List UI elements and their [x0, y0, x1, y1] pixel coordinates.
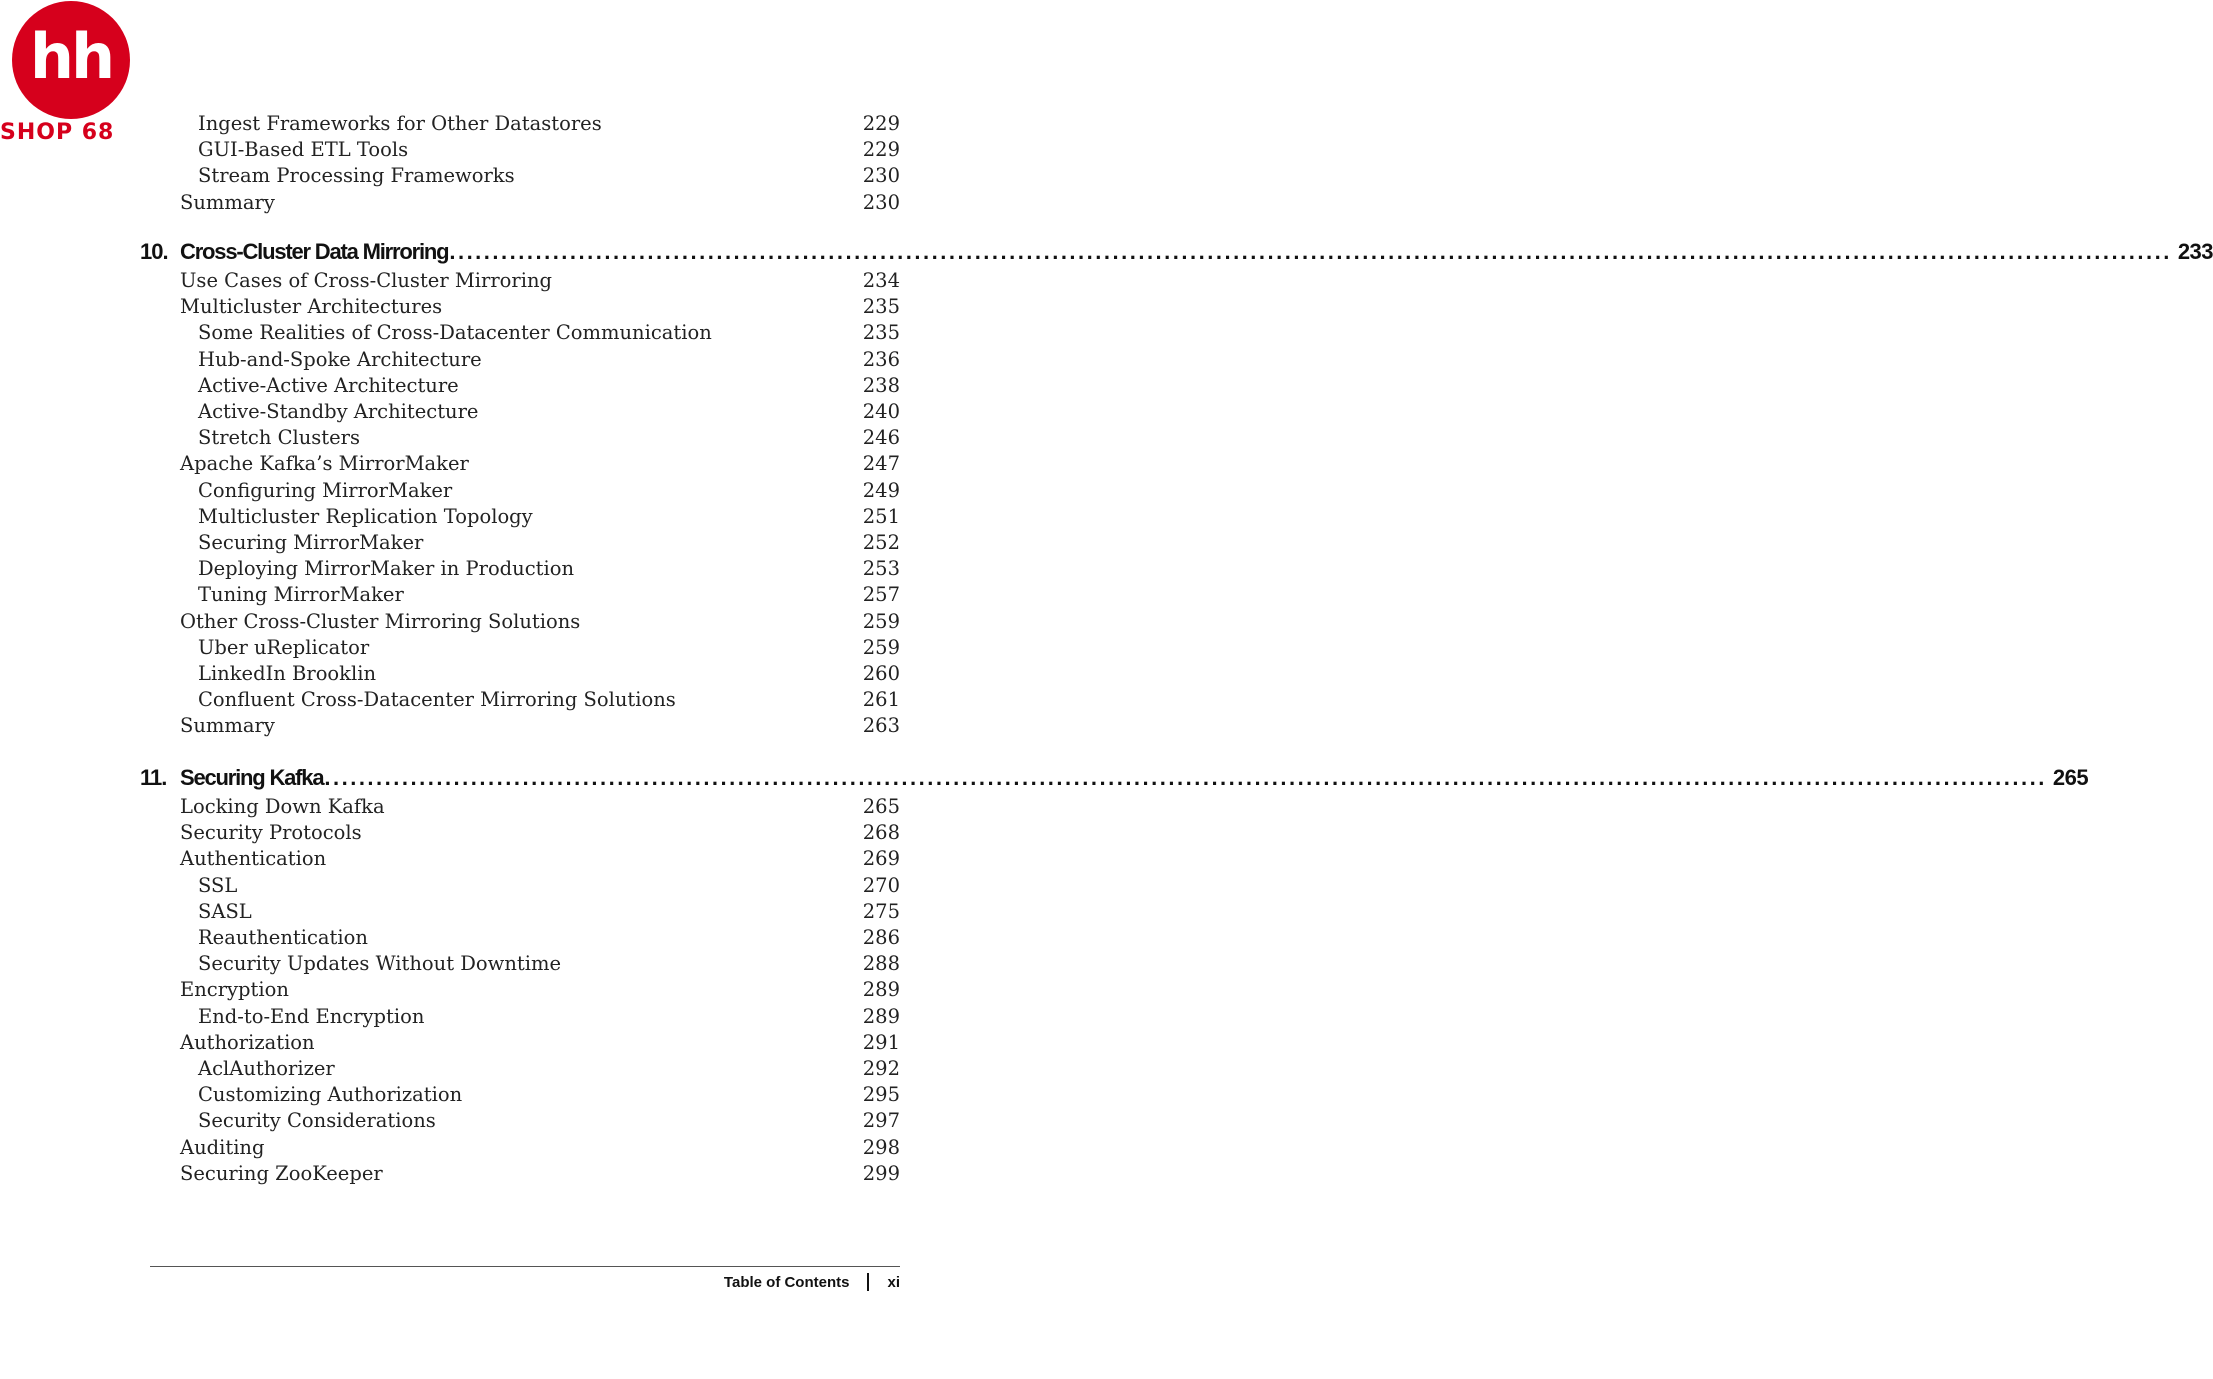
toc-entry[interactable] [0, 268, 1050, 294]
toc-entry-page: 295 [862, 1083, 900, 1107]
toc-entry-title: Locking Down Kafka [180, 795, 385, 818]
toc-entry-page: 298 [862, 1135, 900, 1159]
toc-entry[interactable] [0, 347, 1050, 373]
toc-entry-page: 263 [862, 714, 900, 738]
toc-entry[interactable] [0, 1030, 1050, 1056]
toc-entry[interactable] [0, 1082, 1050, 1108]
toc-entry[interactable] [0, 1135, 1050, 1161]
toc-entry-page: 246 [862, 426, 900, 450]
chapter-page: 233 [2177, 239, 2213, 264]
toc-entry-title: End-to-End Encryption [198, 1004, 425, 1028]
toc-entry[interactable] [0, 556, 1050, 582]
logo-label: SHOP 68 [0, 120, 115, 145]
toc-entry[interactable] [0, 713, 1050, 739]
toc-entry[interactable] [0, 609, 1050, 635]
toc-entry-page: 253 [862, 557, 900, 581]
toc-entry-title: Security Protocols [180, 821, 362, 845]
logo-mark: hh [29, 20, 113, 93]
toc-entry-page: 235 [862, 321, 900, 345]
toc-entry-page: 238 [862, 373, 900, 397]
toc-entry-page: 229 [862, 112, 900, 135]
toc-entry-page: 230 [862, 190, 900, 214]
dot-leader: ........................................................................................................................................................................................................ [324, 765, 2047, 790]
chapter-page: 265 [2052, 765, 2089, 790]
toc-entry-page: 229 [862, 138, 900, 162]
toc-entry[interactable] [0, 111, 1050, 137]
toc-entry-title: Security Considerations [198, 1109, 436, 1133]
toc-entry-page: 261 [862, 688, 900, 712]
toc-entry[interactable] [0, 1056, 1050, 1082]
toc-entry-title: LinkedIn Brooklin [198, 662, 377, 685]
toc-entry-page: 289 [862, 978, 900, 1002]
toc-entry-title: Authentication [180, 847, 327, 871]
toc-entry[interactable] [0, 873, 1050, 899]
chapter-title: Cross-Cluster Data Mirroring [180, 239, 449, 264]
toc-entry-title: Deploying MirrorMaker in Production [198, 557, 575, 581]
toc-entry[interactable] [0, 846, 1050, 872]
toc-entry[interactable] [0, 163, 1050, 189]
toc-entry[interactable] [0, 1108, 1050, 1134]
toc-entry-title: Stream Processing Frameworks [198, 164, 515, 188]
toc-entry-title: Active-Active Architecture [198, 373, 459, 397]
toc-entry-page: 265 [862, 795, 900, 818]
toc-entry-page: 247 [862, 452, 900, 476]
toc-entry-title: SASL [198, 899, 252, 923]
toc-entry[interactable] [0, 320, 1050, 346]
toc-entry[interactable] [0, 1004, 1050, 1030]
toc-entry-page: 260 [862, 662, 900, 685]
toc-entry[interactable] [0, 1161, 1050, 1187]
toc-entry[interactable] [0, 137, 1050, 163]
toc-entry-page: 249 [862, 478, 900, 502]
toc-entry-page: 259 [862, 635, 900, 659]
toc-entry-page: 275 [862, 899, 900, 923]
toc-entry[interactable] [0, 373, 1050, 399]
toc-entry-title: Multicluster Architectures [180, 295, 443, 319]
hh-logo-icon [12, 1, 130, 119]
footer-separator [867, 1273, 869, 1291]
footer-label: Table of Contents [723, 1273, 850, 1291]
toc-entry-title: Security Updates Without Downtime [198, 952, 561, 976]
toc-entry[interactable] [0, 899, 1050, 925]
toc-entry-page: 292 [862, 1057, 900, 1080]
toc-entry-page: 268 [862, 821, 900, 845]
toc-entry-page: 240 [862, 400, 900, 423]
toc-entry[interactable] [0, 504, 1050, 530]
toc-entry[interactable] [0, 478, 1050, 504]
toc-entry-title: Reauthentication [198, 926, 368, 949]
toc-entry-page: 259 [862, 609, 900, 633]
toc-entry[interactable] [0, 687, 1050, 713]
toc-entry-title: Encryption [180, 978, 289, 1002]
toc-entry[interactable] [0, 451, 1050, 477]
toc-entry-title: Auditing [180, 1135, 265, 1159]
toc-entry-title: SSL [198, 873, 238, 897]
chapter-number: 11. [140, 765, 167, 790]
toc-entry-title: Summary [180, 190, 275, 214]
toc-entry-title: Other Cross-Cluster Mirroring Solutions [180, 609, 581, 633]
toc-entry[interactable] [0, 951, 1050, 977]
toc-entry[interactable] [0, 635, 1050, 661]
footer-rule [150, 1266, 900, 1267]
toc-entry-title: Uber uReplicator [198, 635, 370, 659]
toc-entry-page: 234 [862, 269, 900, 292]
toc-entry[interactable] [0, 582, 1050, 608]
toc-entry-page: 297 [862, 1109, 900, 1133]
toc-entry[interactable] [0, 530, 1050, 556]
toc-entry[interactable] [0, 190, 1050, 216]
toc-entry-page: 236 [862, 347, 900, 371]
toc-entry-page: 252 [862, 531, 900, 554]
toc-entry[interactable] [0, 294, 1050, 320]
toc-entry-title: Active-Standby Architecture [198, 400, 479, 423]
dot-leader: ........................................................................................................................................................................................................ [449, 239, 2172, 264]
toc-entry-title: Securing MirrorMaker [198, 531, 424, 554]
toc-entry-page: 257 [862, 583, 900, 607]
toc-entry-title: Ingest Frameworks for Other Datastores [198, 112, 602, 135]
toc-entry[interactable] [0, 925, 1050, 951]
toc-entry-page: 289 [862, 1004, 900, 1028]
toc-entry-title: Hub-and-Spoke Architecture [198, 347, 482, 371]
chapter-heading[interactable] [140, 762, 2089, 794]
page-footer [724, 1273, 900, 1291]
toc-entry-page: 286 [862, 926, 900, 949]
toc-entry-title: Multicluster Replication Topology [198, 504, 533, 528]
toc-entry-title: Customizing Authorization [198, 1083, 463, 1107]
toc-entry-title: Authorization [180, 1030, 315, 1054]
toc-entry[interactable] [0, 820, 1050, 846]
toc-entry-page: 230 [862, 164, 900, 188]
toc-entry-page: 291 [862, 1030, 900, 1054]
toc-entry-page: 269 [862, 847, 900, 871]
toc-entry-page: 270 [862, 873, 900, 897]
toc-entry[interactable] [0, 399, 1050, 425]
toc-entry-title: Securing ZooKeeper [180, 1161, 383, 1185]
footer-page-number: xi [887, 1273, 900, 1291]
toc-entry[interactable] [0, 425, 1050, 451]
toc-entry[interactable] [0, 794, 1050, 820]
toc-entry-page: 288 [862, 952, 900, 976]
toc-entry-title: Some Realities of Cross-Datacenter Communication [198, 321, 712, 345]
toc-entry-page: 251 [862, 504, 900, 528]
toc-entry-page: 299 [862, 1161, 900, 1185]
toc-entry[interactable] [0, 661, 1050, 687]
toc-entry-title: Configuring MirrorMaker [198, 478, 453, 502]
toc-entry-page: 235 [862, 295, 900, 319]
toc-entry[interactable] [0, 977, 1050, 1003]
toc-entry-title: Confluent Cross-Datacenter Mirroring Solutions [198, 688, 676, 712]
chapter-heading[interactable] [140, 236, 2213, 268]
chapter-title: Securing Kafka [180, 765, 324, 790]
toc-entry-title: Summary [180, 714, 275, 738]
toc-entry-title: Apache Kafka’s MirrorMaker [180, 452, 469, 476]
toc-entry-title: AclAuthorizer [198, 1057, 335, 1080]
toc-entry-title: Stretch Clusters [198, 426, 360, 450]
toc-entry-title: GUI-Based ETL Tools [198, 138, 409, 162]
toc-entry-title: Use Cases of Cross-Cluster Mirroring [180, 269, 553, 292]
toc-entry-title: Tuning MirrorMaker [198, 583, 404, 607]
chapter-number: 10. [140, 239, 168, 264]
